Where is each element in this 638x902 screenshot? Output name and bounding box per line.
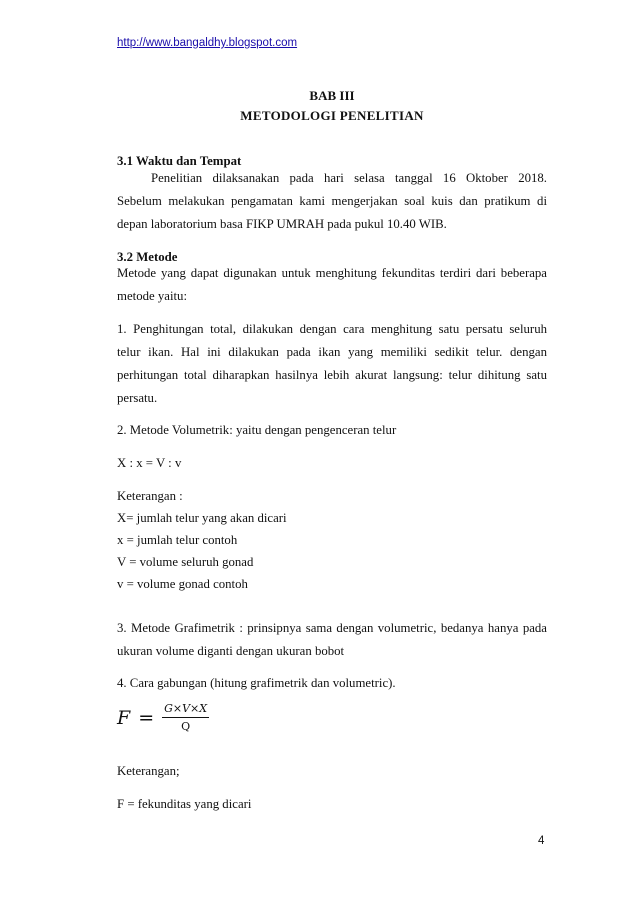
method-1-line-4: persatu. [117, 391, 158, 405]
formula-numerator: G×V×X [162, 702, 209, 718]
keterangan-item: V = volume seluruh gonad [117, 555, 254, 569]
method-2-text: 2. Metode Volumetrik: yaitu dengan pengenceran telur [117, 423, 397, 437]
method-3-line-2: ukuran volume diganti dengan ukuran bobot [117, 644, 345, 658]
method-2-formula: X : x = V : v [117, 456, 182, 470]
section-1-line-2: Sebelum melakukan pengamatan kami mengerjakan soal kuis dan pratikum di [117, 194, 547, 208]
keterangan-item: v = volume gonad contoh [117, 577, 248, 591]
chapter-number: BAB III [309, 88, 355, 103]
fecundity-formula [117, 702, 209, 733]
page-number: 4 [538, 835, 545, 847]
header-url-link[interactable]: http://www.bangaldhy.blogspot.com [117, 37, 298, 49]
keterangan-2-item: F = fekunditas yang dicari [117, 797, 252, 811]
chapter-title: METODOLOGI PENELITIAN [240, 108, 424, 123]
section-1-line-3: depan laboratorium basa FIKP UMRAH pada pukul 10.40 WIB. [117, 217, 447, 231]
section-1-heading: 3.1 Waktu dan Tempat [117, 154, 242, 168]
method-4-text: 4. Cara gabungan (hitung grafimetrik dan volumetric). [117, 676, 396, 690]
keterangan-item: X= jumlah telur yang akan dicari [117, 511, 287, 525]
method-1-line-1: 1. Penghitungan total, dilakukan dengan cara menghitung satu persatu seluruh [117, 322, 547, 336]
formula-fraction [162, 702, 209, 733]
section-2-intro-line-2: metode yaitu: [117, 289, 188, 303]
method-3-line-1: 3. Metode Grafimetrik : prinsipnya sama dengan volumetric, bedanya hanya pada [117, 621, 547, 635]
method-1-line-2: telur ikan. Hal ini dilakukan pada ikan yang memiliki sedikit telur. dengan [117, 345, 547, 359]
formula-denominator: Q [181, 720, 191, 733]
section-2-heading: 3.2 Metode [117, 250, 178, 264]
section-1-line-1: Penelitian dilaksanakan pada hari selasa tanggal 16 Oktober 2018. [151, 171, 547, 185]
formula-lhs: F [117, 706, 131, 729]
keterangan-label: Keterangan : [117, 489, 183, 503]
formula-equals: = [138, 706, 155, 729]
method-1-line-3: perhitungan total diharapkan hasilnya lebih akurat langsung: telur dihitung satu [117, 368, 547, 382]
section-2-intro-line-1: Metode yang dapat digunakan untuk menghitung fekunditas terdiri dari beberapa [117, 266, 547, 280]
keterangan-item: x = jumlah telur contoh [117, 533, 238, 547]
keterangan-2-label: Keterangan; [117, 764, 180, 778]
